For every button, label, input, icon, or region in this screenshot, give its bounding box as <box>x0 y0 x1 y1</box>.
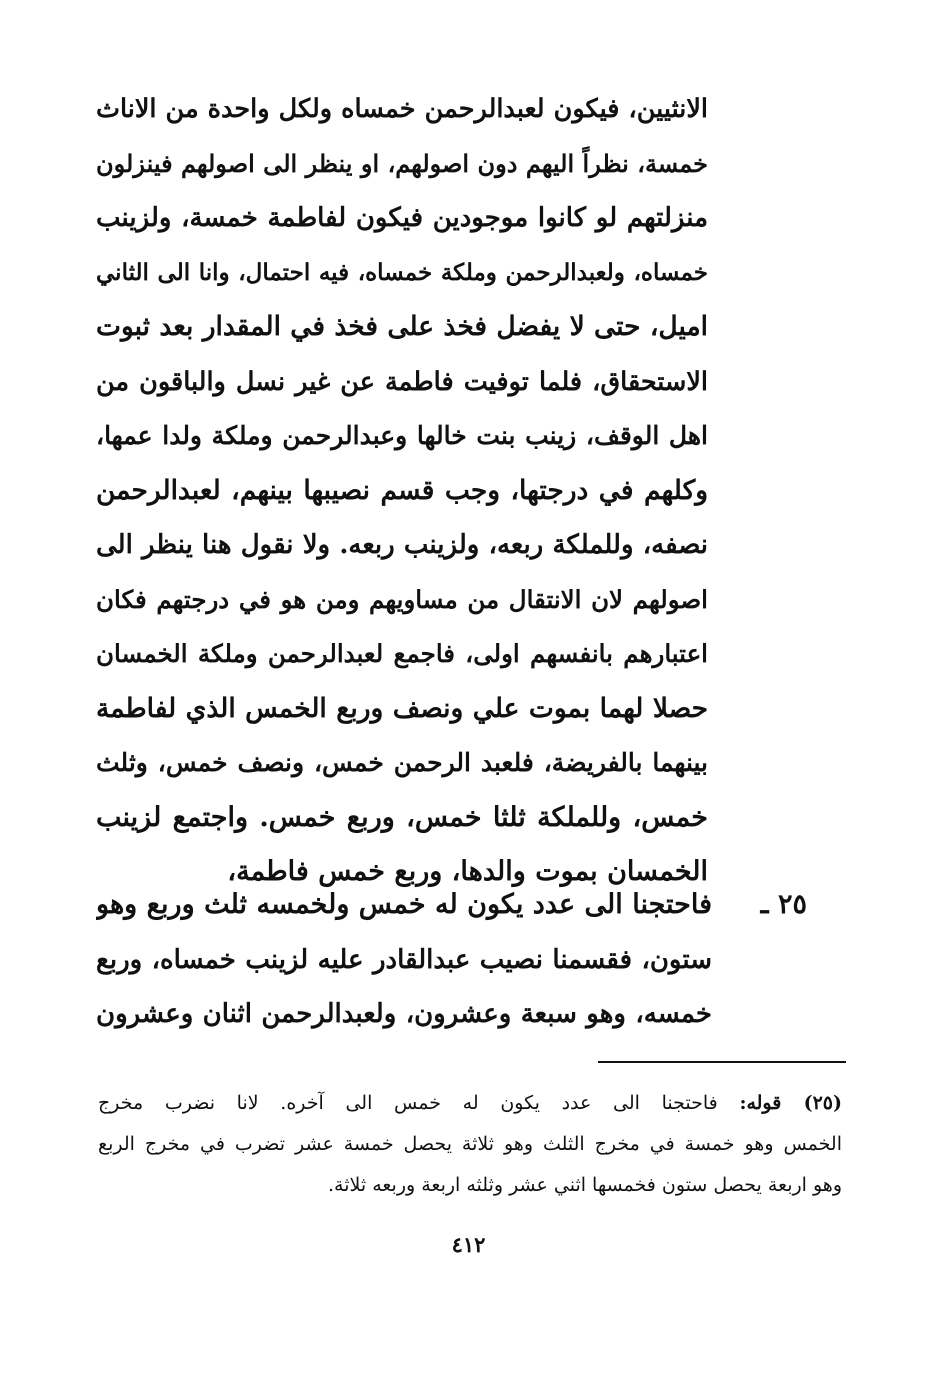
text-line: خمسة، نظراً اليهم دون اصولهم، او ينظر الى اصولهم فينزلون <box>96 148 708 178</box>
text-line: حصلا لهما بموت علي ونصف وربع الخمس الذي لفاطمة <box>96 692 708 724</box>
text-line: اميل، حتى لا يفضل فخذ على فخذ في المقدار بعد ثبوت <box>96 311 708 342</box>
main-text <box>96 82 708 900</box>
text-line: اصولهم لان الانتقال من مساويهم ومن هو في درجتهم فكان <box>96 584 708 614</box>
text-line: ستون، فقسمنا نصيب عبدالقادر عليه لزينب خمساه، وربع <box>96 944 712 975</box>
text-line: خمسه، وهو سبعة وعشرون، ولعبدالرحمن اثنان وعشرون <box>96 999 712 1029</box>
text-line: اهل الوقف، زينب بنت خالها وعبدالرحمن وملكة ولدا عمها، <box>96 421 708 450</box>
text-line: خمس، وللملكة ثلثا خمس، وربع خمس. واجتمع لزينب <box>96 801 708 833</box>
text-line: اعتبارهم بانفسهم اولى، فاجمع لعبدالرحمن وملكة الخمسان <box>96 639 708 668</box>
text-line: وكلهم في درجتها، وجب قسم نصيبها بينهم، لعبدالرحمن <box>96 474 708 506</box>
text-line: بينهما بالفريضة، فلعبد الرحمن خمس، ونصف خمس، وثلث <box>96 748 708 777</box>
footnote-separator <box>598 1061 846 1063</box>
text-line: الانثيين، فيكون لعبدالرحمن خمساه ولكل واحدة من الاناث <box>96 94 708 124</box>
footnote-text: فاحتجنا الى عدد يكون له خمس الى آخره. لانا نضرب مخرج <box>98 1092 718 1114</box>
footnote-line: وهو اربعة يحصل ستون فخمسها اثني عشر وثلثه اربعة وربعه ثلاثة. <box>328 1174 842 1196</box>
text-line: الاستحقاق، فلما توفيت فاطمة عن غير نسل والباقون من <box>96 366 708 397</box>
footnote-label: (٢٥) قوله: <box>739 1092 842 1114</box>
footnote-line: الخمس وهو خمسة في مخرج الثلث وهو ثلاثة يحصل خمسة عشر تضرب في مخرج الربع <box>98 1133 842 1155</box>
text-line: منزلتهم لو كانوا موجودين فيكون لفاطمة خمسة، ولزينب <box>96 203 708 233</box>
text-line: خمساه، ولعبدالرحمن وملكة خمساه، فيه احتمال، وانا الى الثاني <box>96 258 708 286</box>
paragraph-body <box>96 878 712 1042</box>
paragraph-number: ٢٥ ـ <box>760 889 807 920</box>
text-line: الخمسان بموت والدها، وربع خمس فاطمة، <box>227 856 708 887</box>
text-line: نصفه، وللملكة ربعه، ولزينب ربعه. ولا نقول هنا ينظر الى <box>96 530 708 560</box>
footnote-line <box>98 1083 842 1124</box>
page-number: ٤١٢ <box>451 1232 486 1257</box>
text-line: فاحتجنا الى عدد يكون له خمس ولخمسه ثلث وربع وهو <box>96 889 712 920</box>
footnote <box>98 1083 842 1206</box>
